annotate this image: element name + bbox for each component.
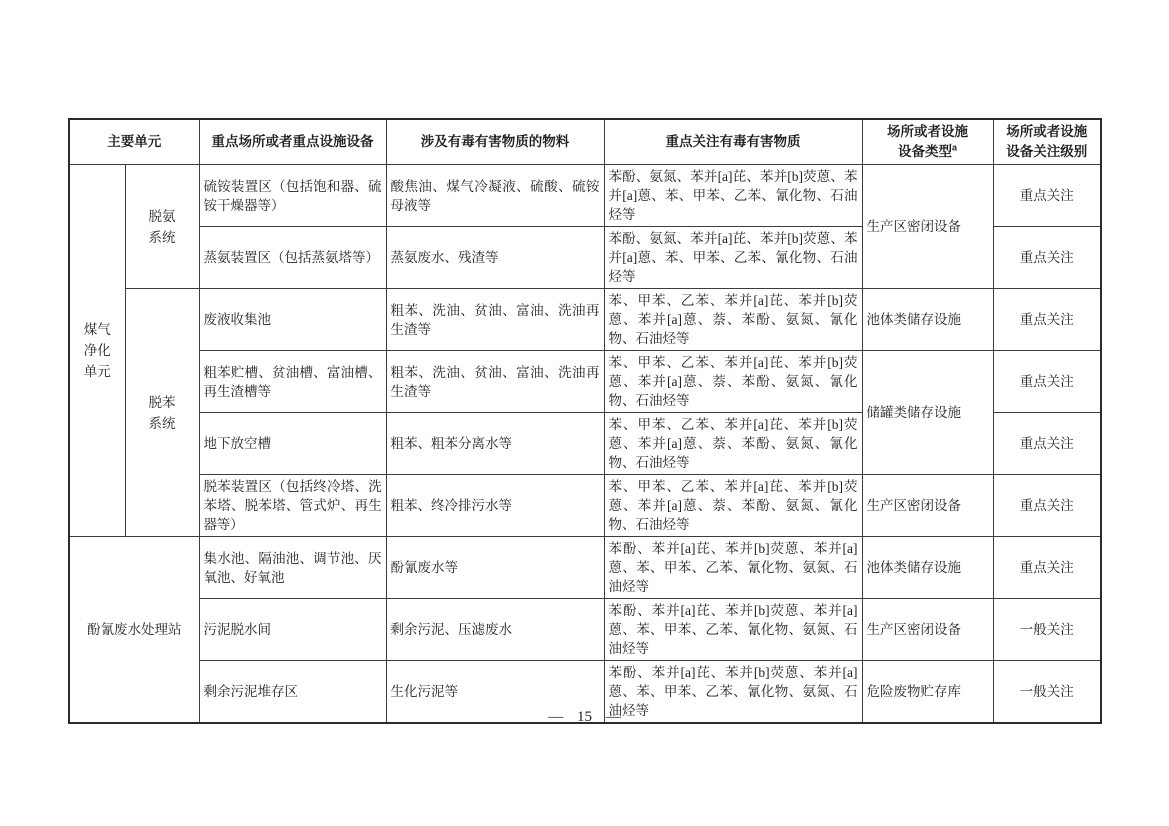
hazard-substances-table: [68, 118, 1102, 724]
cell-type: 储罐类储存设施: [862, 351, 993, 475]
cell-type: 池体类储存设施: [862, 289, 993, 351]
cell-substances: 苯、甲苯、乙苯、苯并[a]芘、苯并[b]荧蒽、苯并[a]蒽、萘、苯酚、氨氮、氰化物、石油烃等: [604, 351, 862, 413]
cell-group-phenol-cyanide-station: 酚氰废水处理站: [69, 537, 199, 724]
header-attention-level: [993, 119, 1101, 165]
cell-materials: 剩余污泥、压滤废水: [386, 599, 604, 661]
cell-place: 废液收集池: [199, 289, 386, 351]
cell-materials: 蒸氨废水、残渣等: [386, 227, 604, 289]
footnote-marker-icon: a: [951, 142, 957, 153]
header-facility-type: [862, 119, 993, 165]
table-row: [69, 165, 1101, 227]
header-materials: 涉及有毒有害物质的物料: [386, 119, 604, 165]
cell-substances: 苯酚、苯并[a]芘、苯并[b]荧蒽、苯并[a]蒽、苯、甲苯、乙苯、氰化物、氨氮、石油烃等: [604, 537, 862, 599]
table-row: [69, 475, 1101, 537]
cell-type: 池体类储存设施: [862, 537, 993, 599]
cell-group-deammonia-system: 脱氨系统: [125, 165, 199, 289]
cell-materials: 粗苯、洗油、贫油、富油、洗油再生渣等: [386, 351, 604, 413]
cell-level: 重点关注: [993, 165, 1101, 227]
cell-place: 脱苯装置区（包括终冷塔、洗苯塔、脱苯塔、管式炉、再生器等）: [199, 475, 386, 537]
cell-level: 重点关注: [993, 537, 1101, 599]
cell-group-gas-purification-unit: 煤气净化单元: [69, 165, 125, 537]
cell-place: 地下放空槽: [199, 413, 386, 475]
cell-materials: 粗苯、洗油、贫油、富油、洗油再生渣等: [386, 289, 604, 351]
cell-substances: 苯、甲苯、乙苯、苯并[a]芘、苯并[b]荧蒽、苯并[a]蒽、萘、苯酚、氨氮、氰化物、石油烃等: [604, 289, 862, 351]
cell-level: 重点关注: [993, 475, 1101, 537]
cell-type: 危险废物贮存库: [862, 661, 993, 724]
cell-type: 生产区密闭设备: [862, 599, 993, 661]
header-facility-type-line2: 设备类型$^a$: [897, 142, 957, 159]
cell-place: 集水池、隔油池、调节池、厌氧池、好氧池: [199, 537, 386, 599]
cell-materials: 粗苯、粗苯分离水等: [386, 413, 604, 475]
page-number: — 15 —: [548, 709, 621, 725]
header-attention-level-line1: 场所或者设施: [1006, 124, 1088, 139]
header-attention-level-line2: 设备关注级别: [1006, 144, 1088, 159]
table-row: [69, 289, 1101, 351]
cell-place: 硫铵装置区（包括饱和器、硫铵干燥器等）: [199, 165, 386, 227]
cell-substances: 苯酚、氨氮、苯并[a]芘、苯并[b]荧蒽、苯并[a]蒽、苯、甲苯、乙苯、氰化物、石油烃等: [604, 227, 862, 289]
cell-materials: 酸焦油、煤气冷凝液、硫酸、硫铵母液等: [386, 165, 604, 227]
cell-level: 一般关注: [993, 661, 1101, 724]
cell-substances: 苯、甲苯、乙苯、苯并[a]芘、苯并[b]荧蒽、苯并[a]蒽、萘、苯酚、氨氮、氰化物、石油烃等: [604, 475, 862, 537]
cell-materials: 酚氰废水等: [386, 537, 604, 599]
cell-level: 重点关注: [993, 289, 1101, 351]
cell-materials: 粗苯、终冷排污水等: [386, 475, 604, 537]
cell-group-debenzene-system: 脱苯系统: [125, 289, 199, 537]
cell-level: 重点关注: [993, 351, 1101, 413]
cell-materials: 生化污泥等: [386, 661, 604, 724]
cell-substances: 苯、甲苯、乙苯、苯并[a]芘、苯并[b]荧蒽、苯并[a]蒽、萘、苯酚、氨氮、氰化物、石油烃等: [604, 413, 862, 475]
table-row: [69, 537, 1101, 599]
header-facility-type-line1: 场所或者设施: [887, 124, 968, 139]
cell-place: 污泥脱水间: [199, 599, 386, 661]
cell-level: 一般关注: [993, 599, 1101, 661]
table-header-row: [69, 119, 1101, 165]
cell-level: 重点关注: [993, 227, 1101, 289]
header-key-places: 重点场所或者重点设施设备: [199, 119, 386, 165]
cell-type: 生产区密闭设备: [862, 165, 993, 289]
cell-place: 粗苯贮槽、贫油槽、富油槽、再生渣槽等: [199, 351, 386, 413]
header-substances: 重点关注有毒有害物质: [604, 119, 862, 165]
cell-level: 重点关注: [993, 413, 1101, 475]
cell-place: 剩余污泥堆存区: [199, 661, 386, 724]
cell-substances: 苯酚、氨氮、苯并[a]芘、苯并[b]荧蒽、苯并[a]蒽、苯、甲苯、乙苯、氰化物、石油烃等: [604, 165, 862, 227]
cell-substances: 苯酚、苯并[a]芘、苯并[b]荧蒽、苯并[a]蒽、苯、甲苯、乙苯、氰化物、氨氮、石油烃等: [604, 661, 862, 724]
cell-type: 生产区密闭设备: [862, 475, 993, 537]
cell-substances: 苯酚、苯并[a]芘、苯并[b]荧蒽、苯并[a]蒽、苯、甲苯、乙苯、氰化物、氨氮、石油烃等: [604, 599, 862, 661]
header-main-unit: 主要单元: [69, 119, 199, 165]
table-row: [69, 351, 1101, 413]
cell-place: 蒸氨装置区（包括蒸氨塔等）: [199, 227, 386, 289]
table-row: [69, 599, 1101, 661]
